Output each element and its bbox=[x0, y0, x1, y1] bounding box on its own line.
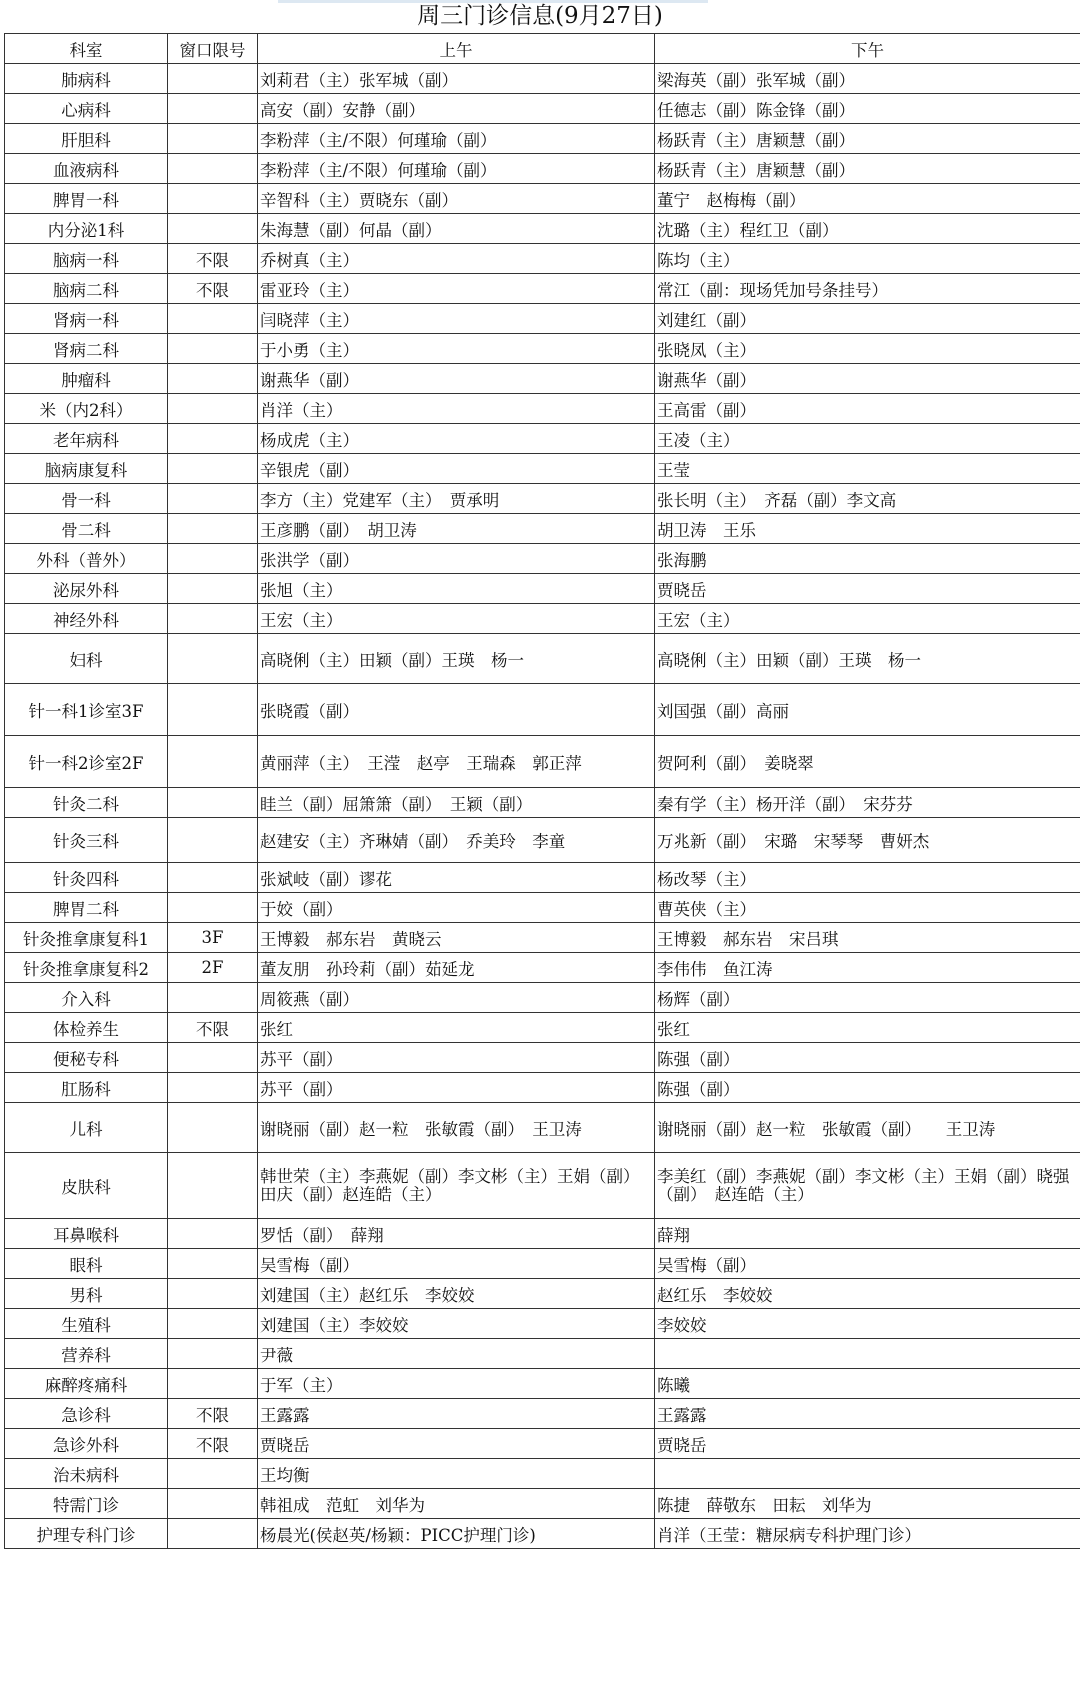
dept-cell: 血液病科 bbox=[5, 154, 168, 184]
table-row bbox=[5, 244, 1080, 274]
window-limit-cell bbox=[168, 214, 258, 244]
dept-cell: 针灸四科 bbox=[5, 863, 168, 893]
morning-cell: 周筱燕（副） bbox=[258, 983, 655, 1013]
afternoon-cell: 陈曦 bbox=[655, 1369, 1080, 1399]
window-limit-cell bbox=[168, 1153, 258, 1219]
window-limit-cell bbox=[168, 818, 258, 863]
window-limit-cell bbox=[168, 1519, 258, 1549]
dept-cell: 特需门诊 bbox=[5, 1489, 168, 1519]
dept-cell: 肾病二科 bbox=[5, 334, 168, 364]
window-limit-cell bbox=[168, 684, 258, 736]
table-row bbox=[5, 304, 1080, 334]
dept-cell: 眼科 bbox=[5, 1249, 168, 1279]
dept-cell: 肾病一科 bbox=[5, 304, 168, 334]
afternoon-cell: 刘建红（副） bbox=[655, 304, 1080, 334]
afternoon-cell: 贾晓岳 bbox=[655, 574, 1080, 604]
header-window-limit: 窗口限号 bbox=[168, 34, 258, 64]
window-limit-cell bbox=[168, 1309, 258, 1339]
afternoon-cell: 杨辉（副） bbox=[655, 983, 1080, 1013]
page-title: 周三门诊信息(9月27日) bbox=[417, 3, 663, 29]
window-limit-cell bbox=[168, 1219, 258, 1249]
dept-cell: 针灸三科 bbox=[5, 818, 168, 863]
morning-cell: 贾晓岳 bbox=[258, 1429, 655, 1459]
table-row bbox=[5, 1489, 1080, 1519]
afternoon-cell: 陈捷 薛敬东 田耘 刘华为 bbox=[655, 1489, 1080, 1519]
window-limit-cell bbox=[168, 1279, 258, 1309]
dept-cell: 针灸推拿康复科1 bbox=[5, 923, 168, 953]
afternoon-cell: 万兆新（副） 宋璐 宋琴琴 曹妍杰 bbox=[655, 818, 1080, 863]
dept-cell: 外科（普外） bbox=[5, 544, 168, 574]
dept-cell: 急诊外科 bbox=[5, 1429, 168, 1459]
morning-cell: 张洪学（副） bbox=[258, 544, 655, 574]
afternoon-cell: 任德志（副）陈金锋（副） bbox=[655, 94, 1080, 124]
dept-cell: 麻醉疼痛科 bbox=[5, 1369, 168, 1399]
window-limit-cell bbox=[168, 604, 258, 634]
table-body bbox=[5, 64, 1080, 1549]
afternoon-cell: 贾晓岳 bbox=[655, 1429, 1080, 1459]
clinic-schedule-table bbox=[4, 33, 1080, 1549]
dept-cell: 体检养生 bbox=[5, 1013, 168, 1043]
window-limit-cell bbox=[168, 64, 258, 94]
table-row bbox=[5, 364, 1080, 394]
morning-cell: 乔树真（主） bbox=[258, 244, 655, 274]
afternoon-cell: 曹英侠（主） bbox=[655, 893, 1080, 923]
table-row bbox=[5, 1043, 1080, 1073]
morning-cell: 于姣（副） bbox=[258, 893, 655, 923]
afternoon-cell: 贺阿利（副） 姜晓翠 bbox=[655, 736, 1080, 788]
window-limit-cell bbox=[168, 574, 258, 604]
morning-cell: 韩世荣（主）李燕妮（副）李文彬（主）王娟（副）田庆（副）赵连皓（主） bbox=[258, 1153, 655, 1219]
morning-cell: 李方（主）党建军（主） 贾承明 bbox=[258, 484, 655, 514]
table-row bbox=[5, 1013, 1080, 1043]
morning-cell: 李粉萍（主/不限）何瑾瑜（副） bbox=[258, 154, 655, 184]
morning-cell: 闫晓萍（主） bbox=[258, 304, 655, 334]
afternoon-cell: 张长明（主） 齐磊（副）李文高 bbox=[655, 484, 1080, 514]
morning-cell: 于小勇（主） bbox=[258, 334, 655, 364]
dept-cell: 神经外科 bbox=[5, 604, 168, 634]
table-row bbox=[5, 1073, 1080, 1103]
dept-cell: 皮肤科 bbox=[5, 1153, 168, 1219]
afternoon-cell: 谢燕华（副） bbox=[655, 364, 1080, 394]
afternoon-cell bbox=[655, 1459, 1080, 1489]
table-row bbox=[5, 1459, 1080, 1489]
window-limit-cell bbox=[168, 893, 258, 923]
table-header bbox=[5, 34, 1080, 64]
window-limit-cell bbox=[168, 124, 258, 154]
afternoon-cell: 高晓俐（主）田颖（副）王瑛 杨一 bbox=[655, 634, 1080, 684]
dept-cell: 儿科 bbox=[5, 1103, 168, 1153]
window-limit-cell bbox=[168, 184, 258, 214]
morning-cell: 王宏（主） bbox=[258, 604, 655, 634]
header-dept: 科室 bbox=[5, 34, 168, 64]
table-row bbox=[5, 64, 1080, 94]
afternoon-cell: 张晓凤（主） bbox=[655, 334, 1080, 364]
dept-cell: 肺病科 bbox=[5, 64, 168, 94]
afternoon-cell: 赵红乐 李姣姣 bbox=[655, 1279, 1080, 1309]
afternoon-cell: 陈强（副） bbox=[655, 1073, 1080, 1103]
table-row bbox=[5, 1103, 1080, 1153]
window-limit-cell bbox=[168, 394, 258, 424]
morning-cell: 高安（副）安静（副） bbox=[258, 94, 655, 124]
table-row bbox=[5, 334, 1080, 364]
afternoon-cell: 董宁 赵梅梅（副） bbox=[655, 184, 1080, 214]
dept-cell: 骨二科 bbox=[5, 514, 168, 544]
table-row bbox=[5, 863, 1080, 893]
table-row bbox=[5, 424, 1080, 454]
table-row bbox=[5, 634, 1080, 684]
dept-cell: 护理专科门诊 bbox=[5, 1519, 168, 1549]
window-limit-cell bbox=[168, 1043, 258, 1073]
morning-cell: 黄丽萍（主） 王滢 赵亭 王瑞森 郭正萍 bbox=[258, 736, 655, 788]
window-limit-cell bbox=[168, 334, 258, 364]
morning-cell: 辛银虎（副） bbox=[258, 454, 655, 484]
afternoon-cell: 张海鹏 bbox=[655, 544, 1080, 574]
table-row bbox=[5, 1279, 1080, 1309]
morning-cell: 刘建国（主）李姣姣 bbox=[258, 1309, 655, 1339]
table-row bbox=[5, 154, 1080, 184]
morning-cell: 王均衡 bbox=[258, 1459, 655, 1489]
table-row bbox=[5, 604, 1080, 634]
dept-cell: 针一科1诊室3F bbox=[5, 684, 168, 736]
window-limit-cell bbox=[168, 484, 258, 514]
table-row bbox=[5, 274, 1080, 304]
table-row bbox=[5, 1309, 1080, 1339]
table-row bbox=[5, 544, 1080, 574]
morning-cell: 雷亚玲（主） bbox=[258, 274, 655, 304]
dept-cell: 介入科 bbox=[5, 983, 168, 1013]
window-limit-cell bbox=[168, 634, 258, 684]
table-row bbox=[5, 1519, 1080, 1549]
afternoon-cell: 李伟伟 鱼江涛 bbox=[655, 953, 1080, 983]
table-row bbox=[5, 214, 1080, 244]
morning-cell: 李粉萍（主/不限）何瑾瑜（副） bbox=[258, 124, 655, 154]
table-row bbox=[5, 736, 1080, 788]
dept-cell: 肛肠科 bbox=[5, 1073, 168, 1103]
table-row bbox=[5, 124, 1080, 154]
morning-cell: 张晓霞（副） bbox=[258, 684, 655, 736]
dept-cell: 脾胃二科 bbox=[5, 893, 168, 923]
morning-cell: 韩祖成 范虹 刘华为 bbox=[258, 1489, 655, 1519]
afternoon-cell: 王莹 bbox=[655, 454, 1080, 484]
table-row bbox=[5, 1429, 1080, 1459]
window-limit-cell: 3F bbox=[168, 923, 258, 953]
afternoon-cell: 王博毅 郝东岩 宋吕琪 bbox=[655, 923, 1080, 953]
morning-cell: 朱海慧（副）何晶（副） bbox=[258, 214, 655, 244]
afternoon-cell: 陈均（主） bbox=[655, 244, 1080, 274]
window-limit-cell bbox=[168, 424, 258, 454]
afternoon-cell: 杨跃青（主）唐颖慧（副） bbox=[655, 124, 1080, 154]
window-limit-cell: 不限 bbox=[168, 1013, 258, 1043]
header-row bbox=[5, 34, 1080, 64]
morning-cell: 苏平（副） bbox=[258, 1073, 655, 1103]
window-limit-cell bbox=[168, 304, 258, 334]
window-limit-cell bbox=[168, 1339, 258, 1369]
window-limit-cell bbox=[168, 94, 258, 124]
dept-cell: 治未病科 bbox=[5, 1459, 168, 1489]
afternoon-cell: 沈璐（主）程红卫（副） bbox=[655, 214, 1080, 244]
dept-cell: 妇科 bbox=[5, 634, 168, 684]
morning-cell: 谢燕华（副） bbox=[258, 364, 655, 394]
dept-cell: 心病科 bbox=[5, 94, 168, 124]
dept-cell: 针一科2诊室2F bbox=[5, 736, 168, 788]
header-morning: 上午 bbox=[258, 34, 655, 64]
dept-cell: 肿瘤科 bbox=[5, 364, 168, 394]
afternoon-cell: 张红 bbox=[655, 1013, 1080, 1043]
table-row bbox=[5, 574, 1080, 604]
afternoon-cell: 常江（副：现场凭加号条挂号） bbox=[655, 274, 1080, 304]
header-afternoon: 下午 bbox=[655, 34, 1080, 64]
table-row bbox=[5, 1369, 1080, 1399]
afternoon-cell: 王高雷（副） bbox=[655, 394, 1080, 424]
dept-cell: 脑病一科 bbox=[5, 244, 168, 274]
window-limit-cell bbox=[168, 1369, 258, 1399]
morning-cell: 赵建安（主）齐琳婧（副） 乔美玲 李童 bbox=[258, 818, 655, 863]
table-row bbox=[5, 788, 1080, 818]
morning-cell: 苏平（副） bbox=[258, 1043, 655, 1073]
table-row bbox=[5, 484, 1080, 514]
morning-cell: 董友朋 孙玲莉（副）茹延龙 bbox=[258, 953, 655, 983]
morning-cell: 尹薇 bbox=[258, 1339, 655, 1369]
window-limit-cell bbox=[168, 1249, 258, 1279]
morning-cell: 高晓俐（主）田颖（副）王瑛 杨一 bbox=[258, 634, 655, 684]
morning-cell: 杨晨光(侯赵英/杨颖：PICC护理门诊) bbox=[258, 1519, 655, 1549]
dept-cell: 生殖科 bbox=[5, 1309, 168, 1339]
morning-cell: 肖洋（主） bbox=[258, 394, 655, 424]
afternoon-cell: 胡卫涛 王乐 bbox=[655, 514, 1080, 544]
afternoon-cell: 陈强（副） bbox=[655, 1043, 1080, 1073]
afternoon-cell: 肖洋（王莹：糖尿病专科护理门诊） bbox=[655, 1519, 1080, 1549]
dept-cell: 急诊科 bbox=[5, 1399, 168, 1429]
table-row bbox=[5, 953, 1080, 983]
afternoon-cell: 薛翔 bbox=[655, 1219, 1080, 1249]
window-limit-cell bbox=[168, 1459, 258, 1489]
morning-cell: 张旭（主） bbox=[258, 574, 655, 604]
table-row bbox=[5, 1249, 1080, 1279]
table-row bbox=[5, 514, 1080, 544]
dept-cell: 肝胆科 bbox=[5, 124, 168, 154]
morning-cell: 张红 bbox=[258, 1013, 655, 1043]
dept-cell: 男科 bbox=[5, 1279, 168, 1309]
morning-cell: 王博毅 郝东岩 黄晓云 bbox=[258, 923, 655, 953]
afternoon-cell: 刘国强（副）高丽 bbox=[655, 684, 1080, 736]
dept-cell: 米（内2科） bbox=[5, 394, 168, 424]
dept-cell: 针灸二科 bbox=[5, 788, 168, 818]
window-limit-cell bbox=[168, 514, 258, 544]
table-row bbox=[5, 1153, 1080, 1219]
window-limit-cell: 不限 bbox=[168, 1429, 258, 1459]
morning-cell: 王露露 bbox=[258, 1399, 655, 1429]
window-limit-cell bbox=[168, 1103, 258, 1153]
window-limit-cell: 不限 bbox=[168, 1399, 258, 1429]
table-row bbox=[5, 394, 1080, 424]
morning-cell: 杨成虎（主） bbox=[258, 424, 655, 454]
window-limit-cell bbox=[168, 788, 258, 818]
window-limit-cell bbox=[168, 544, 258, 574]
window-limit-cell bbox=[168, 1073, 258, 1103]
table-row bbox=[5, 94, 1080, 124]
afternoon-cell: 杨跃青（主）唐颖慧（副） bbox=[655, 154, 1080, 184]
afternoon-cell: 王露露 bbox=[655, 1399, 1080, 1429]
morning-cell: 张斌岐（副）谬花 bbox=[258, 863, 655, 893]
window-limit-cell: 不限 bbox=[168, 274, 258, 304]
dept-cell: 泌尿外科 bbox=[5, 574, 168, 604]
window-limit-cell bbox=[168, 736, 258, 788]
table-row bbox=[5, 454, 1080, 484]
table-row bbox=[5, 184, 1080, 214]
table-row bbox=[5, 684, 1080, 736]
table-row bbox=[5, 1219, 1080, 1249]
morning-cell: 辛智科（主）贾晓东（副） bbox=[258, 184, 655, 214]
window-limit-cell bbox=[168, 863, 258, 893]
dept-cell: 耳鼻喉科 bbox=[5, 1219, 168, 1249]
morning-cell: 刘莉君（主）张军城（副） bbox=[258, 64, 655, 94]
dept-cell: 营养科 bbox=[5, 1339, 168, 1369]
afternoon-cell bbox=[655, 1339, 1080, 1369]
afternoon-cell: 谢晓丽（副）赵一粒 张敏霞（副） 王卫涛 bbox=[655, 1103, 1080, 1153]
window-limit-cell: 2F bbox=[168, 953, 258, 983]
table-row bbox=[5, 818, 1080, 863]
morning-cell: 眭兰（副）屈箫箫（副） 王颖（副） bbox=[258, 788, 655, 818]
afternoon-cell: 李美红（副）李燕妮（副）李文彬（主）王娟（副）晓强（副） 赵连皓（主） bbox=[655, 1153, 1080, 1219]
afternoon-cell: 李姣姣 bbox=[655, 1309, 1080, 1339]
morning-cell: 王彦鹏（副） 胡卫涛 bbox=[258, 514, 655, 544]
table-row bbox=[5, 1399, 1080, 1429]
window-limit-cell bbox=[168, 1489, 258, 1519]
dept-cell: 脑病二科 bbox=[5, 274, 168, 304]
table-row bbox=[5, 923, 1080, 953]
afternoon-cell: 王宏（主） bbox=[655, 604, 1080, 634]
window-limit-cell bbox=[168, 154, 258, 184]
afternoon-cell: 梁海英（副）张军城（副） bbox=[655, 64, 1080, 94]
dept-cell: 针灸推拿康复科2 bbox=[5, 953, 168, 983]
afternoon-cell: 杨改琴（主） bbox=[655, 863, 1080, 893]
window-limit-cell bbox=[168, 454, 258, 484]
dept-cell: 便秘专科 bbox=[5, 1043, 168, 1073]
dept-cell: 内分泌1科 bbox=[5, 214, 168, 244]
morning-cell: 罗恬（副） 薛翔 bbox=[258, 1219, 655, 1249]
afternoon-cell: 王凌（主） bbox=[655, 424, 1080, 454]
morning-cell: 吴雪梅（副） bbox=[258, 1249, 655, 1279]
window-limit-cell bbox=[168, 364, 258, 394]
morning-cell: 谢晓丽（副）赵一粒 张敏霞（副） 王卫涛 bbox=[258, 1103, 655, 1153]
window-limit-cell: 不限 bbox=[168, 244, 258, 274]
morning-cell: 刘建国（主）赵红乐 李姣姣 bbox=[258, 1279, 655, 1309]
morning-cell: 于军（主） bbox=[258, 1369, 655, 1399]
afternoon-cell: 秦有学（主）杨开洋（副） 宋芬芬 bbox=[655, 788, 1080, 818]
dept-cell: 脾胃一科 bbox=[5, 184, 168, 214]
table-row bbox=[5, 1339, 1080, 1369]
afternoon-cell: 吴雪梅（副） bbox=[655, 1249, 1080, 1279]
dept-cell: 骨一科 bbox=[5, 484, 168, 514]
table-row bbox=[5, 893, 1080, 923]
dept-cell: 老年病科 bbox=[5, 424, 168, 454]
dept-cell: 脑病康复科 bbox=[5, 454, 168, 484]
table-row bbox=[5, 983, 1080, 1013]
window-limit-cell bbox=[168, 983, 258, 1013]
